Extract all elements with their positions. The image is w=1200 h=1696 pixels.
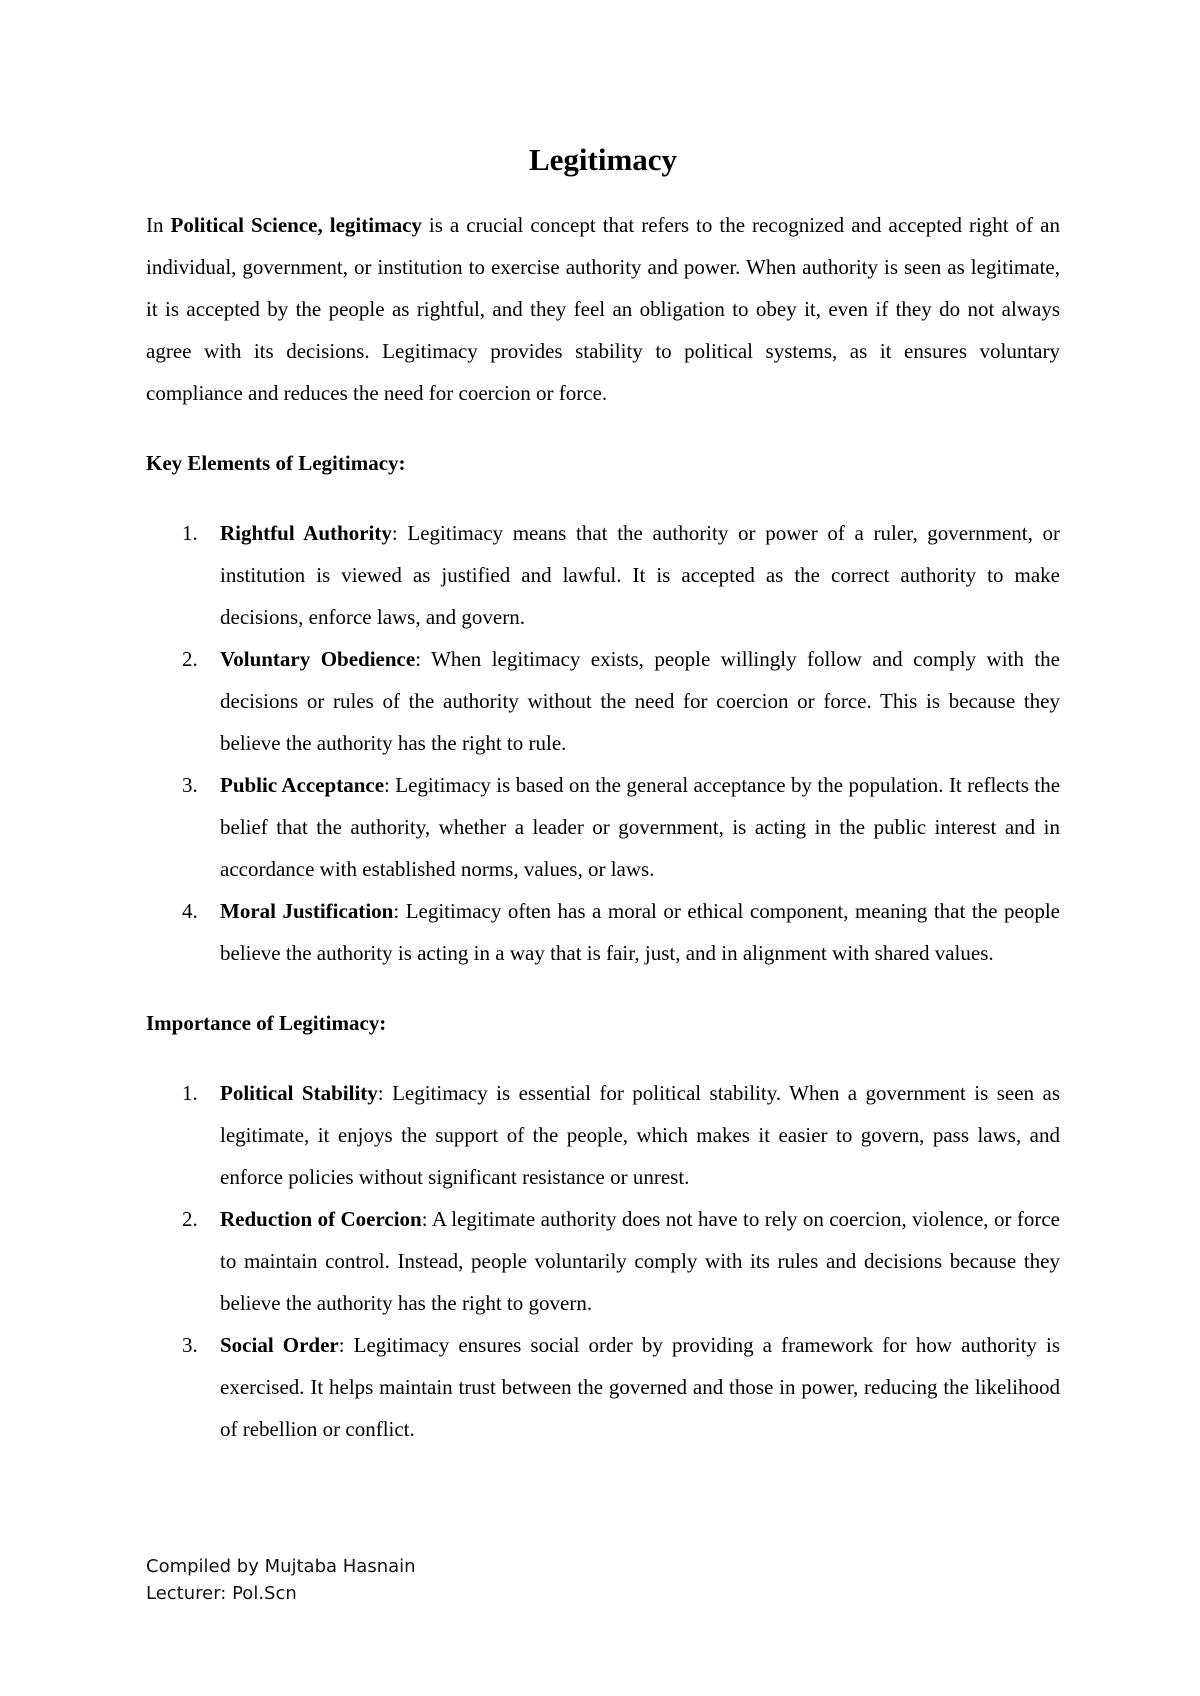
list-item-number: 1. xyxy=(182,521,198,545)
list-item-term: Social Order xyxy=(220,1333,339,1357)
key-elements-heading: Key Elements of Legitimacy: xyxy=(146,451,406,475)
list-item-text: : Legitimacy ensures social order by providing a framework for how authority is exercised. It helps maintain trust between the governed and those in power, reducing the likelihood of rebellion or conflict. xyxy=(220,1333,1060,1441)
list-item xyxy=(146,1324,1060,1450)
list-item-term: Moral Justification xyxy=(220,899,394,923)
intro-rest: is a crucial concept that refers to the recognized and accepted right of an individual, government, or institution to exercise authority and power. When authority is seen as legitimate, it is accepted by the people as rightful, and they feel an obligation to obey it, even if they do not always agree with its decisions. Legitimacy provides stability to political systems, as it ensures voluntary compliance and reduces the need for coercion or force. xyxy=(146,213,1060,405)
list-item-number: 3. xyxy=(182,1333,198,1357)
list-item-text: : Legitimacy often has a moral or ethical component, meaning that the people believe the authority is acting in a way that is fair, just, and in alignment with shared values. xyxy=(220,899,1061,965)
footer-lecturer: Lecturer: Pol.Scn xyxy=(146,1583,297,1604)
list-item xyxy=(146,890,1060,974)
list-item-text: : When legitimacy exists, people willingly follow and comply with the decisions or rules of the authority without the need for coercion or force. This is because they believe the authority has the right to rule. xyxy=(220,647,1061,755)
list-item-term: Reduction of Coercion xyxy=(220,1207,422,1231)
list-item-number: 2. xyxy=(182,1207,198,1231)
footer-compiled-by: Compiled by Mujtaba Hasnain xyxy=(146,1556,416,1577)
list-item-term: Rightful Authority xyxy=(220,521,392,545)
key-elements-list xyxy=(146,512,1060,974)
list-item xyxy=(146,764,1060,890)
list-item-term: Political Stability xyxy=(220,1081,378,1105)
list-item-number: 4. xyxy=(182,899,198,923)
list-item-text: : A legitimate authority does not have to rely on coercion, violence, or force to maintain control. Instead, people voluntarily comply with its rules and decisions because they believe the authority has the right to govern. xyxy=(220,1207,1060,1315)
list-item xyxy=(146,638,1060,764)
intro-pre: In xyxy=(146,213,171,237)
list-item-number: 2. xyxy=(182,647,198,671)
list-item xyxy=(146,1198,1060,1324)
document-title: Legitimacy xyxy=(528,142,678,177)
list-item xyxy=(146,1072,1060,1198)
list-item-text: : Legitimacy is based on the general acceptance by the population. It reflects the belief that the authority, whether a leader or government, is acting in the public interest and in accordance with established norms, values, or laws. xyxy=(220,773,1061,881)
list-item-term: Public Acceptance xyxy=(220,773,385,797)
importance-heading: Importance of Legitimacy: xyxy=(146,1011,387,1035)
list-item xyxy=(146,512,1060,638)
intro-paragraph xyxy=(146,204,1060,414)
list-item-number: 1. xyxy=(182,1081,198,1105)
list-item-term: Voluntary Obedience xyxy=(220,647,416,671)
document-page xyxy=(146,140,1060,1450)
list-item-text: : Legitimacy means that the authority or power of a ruler, government, or institution is viewed as justified and lawful. It is accepted as the correct authority to make decisions, enforce laws, and govern. xyxy=(220,521,1060,629)
page-footer xyxy=(146,1553,416,1607)
list-item-text: : Legitimacy is essential for political stability. When a government is seen as legitimate, it enjoys the support of the people, which makes it easier to govern, pass laws, and enforce policies without significant resistance or unrest. xyxy=(220,1081,1060,1189)
importance-list xyxy=(146,1072,1060,1450)
intro-bold-term: Political Science, legitimacy xyxy=(170,213,422,237)
list-item-number: 3. xyxy=(182,773,198,797)
